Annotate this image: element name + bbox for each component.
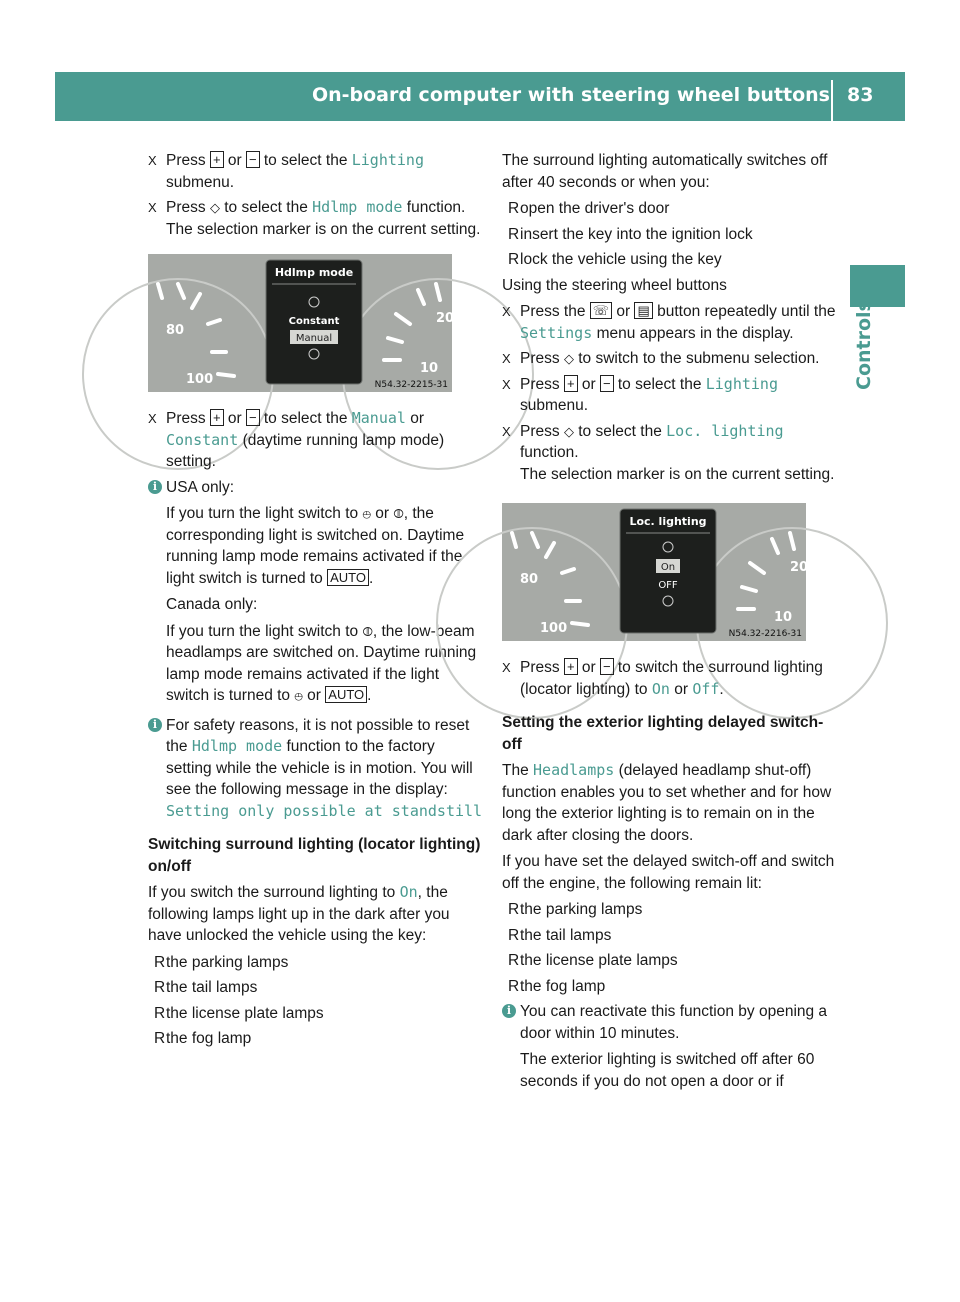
plus-button-icon: + (210, 151, 224, 168)
list-item: R lock the vehicle using the key (508, 251, 722, 268)
minus-button-icon: − (246, 409, 260, 426)
list-item: R the fog lamp (508, 977, 606, 995)
side-tab-label-box (851, 300, 901, 390)
header-divider (831, 80, 833, 121)
plus-button-icon: + (564, 375, 578, 392)
page-header (55, 72, 905, 121)
gauge-80: 80 (520, 572, 539, 587)
info-icon: i (148, 718, 162, 732)
paragraph: Using the steering wheel buttons (502, 276, 727, 294)
paragraph: The Headlamps (delayed headlamp shut-off) function enables you to set whether and for how long the exterior lighting is to remain on in the dark after closing the doors. (502, 761, 832, 844)
list-item: R the tail lamps (154, 979, 258, 996)
gauge-20: 20 (790, 560, 809, 575)
plus-button-icon: + (210, 409, 224, 426)
right-column (502, 150, 837, 1100)
gauge-10: 10 (420, 361, 439, 376)
gauge-100: 100 (540, 621, 568, 636)
step-marker-icon: X (502, 660, 511, 675)
display-title: Loc. lighting (629, 515, 707, 528)
option-off: OFF (658, 580, 678, 591)
step: X Press the ☏ or ▤ button repeatedly until the Settings menu appears in the display. (502, 303, 836, 342)
info-note: i USA only: If you turn the light switch to ⦺ or ⦷, the corresponding light is switched on. Daytime running lamp mode remains activated if the light switch is turned to AUTO . Canada only: If you turn the light switch to ⦷, the low-beam headlamps are switched on. Daytime running lamp mode remains activated if the light switch is turned to ⦺ or AUTO . (148, 477, 483, 707)
low-beam-icon: ⦷ (393, 506, 404, 521)
list-item: R insert the key into the ignition lock (508, 225, 753, 243)
loc-lighting-display-figure (502, 503, 809, 641)
list-item: R the parking lamps (154, 953, 289, 971)
list-item: R the fog lamp (154, 1030, 252, 1047)
list-item: R the tail lamps (508, 926, 612, 944)
option-constant: Constant (288, 316, 340, 327)
paragraph: If you switch the surround lighting to On, the following lamps light up in the dark after you have unlocked the vehicle using the key: (148, 883, 450, 944)
page-number: 83 (847, 84, 874, 106)
step-marker-icon: X (148, 200, 157, 215)
gauge-100: 100 (186, 372, 214, 387)
tab-button-icon: ▤ (634, 302, 652, 319)
step: X Press ◇ to select the Hdlmp mode function. The selection marker is on the current setting. (148, 198, 481, 238)
figure-code: N54.32-2216-31 (728, 629, 802, 639)
ok-button-icon: ◇ (563, 351, 574, 366)
step-marker-icon: X (502, 376, 511, 392)
side-tab-label: Controls (853, 300, 875, 390)
parking-lamp-icon: ⦺ (362, 506, 371, 521)
display-title: Hdlmp mode (274, 266, 354, 279)
option-manual: Manual (295, 333, 333, 344)
left-column (148, 150, 483, 1054)
section-heading: Setting the exterior lighting delayed switch-off (502, 714, 824, 753)
minus-button-icon: − (600, 658, 614, 675)
info-note: i You can reactivate this function by opening a door within 10 minutes. The exterior lighting is switched off after 60 seconds if you do not open a door or if (502, 1001, 837, 1092)
list-item: R the parking lamps (508, 901, 643, 918)
paragraph: The surround lighting automatically switches off after 40 seconds or when you: (502, 152, 828, 191)
step: X Press + or − to select the Lighting submenu. (148, 151, 424, 191)
gauge-80: 80 (166, 323, 185, 338)
step-marker-icon: X (502, 423, 511, 439)
parking-lamp-icon: ⦺ (294, 688, 303, 703)
minus-button-icon: − (246, 151, 260, 168)
low-beam-icon: ⦷ (362, 623, 373, 639)
ok-button-icon: ◇ (563, 423, 574, 439)
gauge-10: 10 (774, 610, 793, 625)
step: X Press + or − to select the Lighting submenu. (502, 374, 778, 414)
option-on: On (660, 562, 676, 573)
list-item: R the license plate lamps (508, 952, 678, 969)
hdlmp-mode-display-figure (148, 254, 455, 392)
section-heading: Switching surround lighting (locator lighting) on/off (148, 836, 481, 875)
step-marker-icon: X (148, 153, 157, 168)
info-note: i For safety reasons, it is not possible to reset the Hdlmp mode function to the factory setting while the vehicle is in motion. You will see the following message in the display: Setting only possible at standstill (148, 715, 483, 823)
plus-button-icon: + (564, 658, 578, 675)
step: X Press ◇ to switch to the submenu selection. (502, 348, 837, 370)
header-title: On-board computer with steering wheel buttons (311, 84, 830, 106)
auto-icon: AUTO (325, 686, 367, 703)
gauge-20: 20 (436, 311, 455, 326)
list-item: R open the driver's door (508, 200, 670, 217)
ok-button-icon: ◇ (209, 200, 220, 215)
paragraph: If you have set the delayed switch-off and switch off the engine, the following remain lit: (502, 853, 835, 892)
step: X Press + or − to switch the surround lighting (locator lighting) to On or Off. (502, 659, 823, 698)
step-marker-icon: X (502, 304, 511, 319)
info-icon: i (148, 480, 162, 494)
step: X Press + or − to select the Manual or Constant (daytime running lamp mode) setting. (148, 409, 445, 470)
phone-button-icon: ☏ (590, 302, 612, 319)
minus-button-icon: − (600, 375, 614, 392)
step-marker-icon: X (502, 351, 511, 366)
list-item: R the license plate lamps (154, 1004, 324, 1022)
step-marker-icon: X (148, 411, 157, 426)
auto-icon: AUTO (327, 569, 369, 586)
figure-code: N54.32-2215-31 (374, 380, 448, 390)
step: X Press ◇ to select the Loc. lighting function. The selection marker is on the current setting. (502, 421, 835, 483)
info-icon: i (502, 1004, 516, 1018)
